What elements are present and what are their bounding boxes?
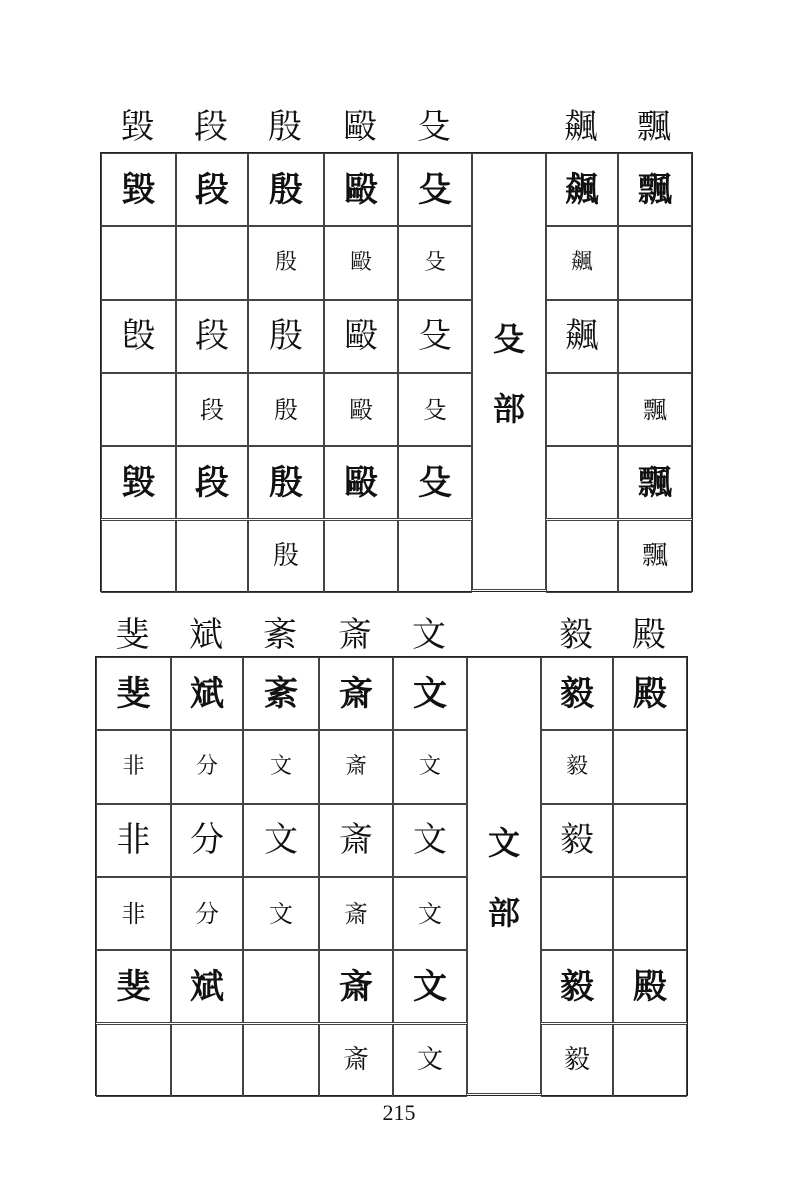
bottom-glyph-cell <box>243 730 319 803</box>
bottom-glyph-cell <box>243 804 319 877</box>
top-glyph-cell <box>176 226 248 299</box>
glyph-form: 毆 <box>344 169 378 210</box>
glyph-form: 飄 <box>638 462 672 503</box>
glyph-form: 段 <box>195 316 229 357</box>
bottom-glyph-cell <box>171 730 243 803</box>
top-glyph-cell <box>248 446 324 519</box>
glyph-form: 斎 <box>339 820 373 861</box>
bottom-glyph-cell <box>243 657 319 730</box>
bottom-glyph-cell <box>541 950 613 1023</box>
top-glyph-cell <box>248 520 324 593</box>
top-header-row <box>100 100 692 155</box>
glyph-form: 分 <box>195 753 218 779</box>
top-header-char: 毆 <box>343 107 377 147</box>
bottom-glyph-cell <box>96 804 171 877</box>
glyph-form: 斐 <box>116 673 151 714</box>
bottom-glyph-cell <box>171 657 243 730</box>
top-glyph-cell <box>248 153 324 226</box>
top-glyph-cell <box>618 226 692 299</box>
glyph-form: 段 <box>195 169 229 210</box>
glyph-form: 文 <box>413 820 447 861</box>
glyph-form: 飄 <box>643 395 667 424</box>
glyph-form: 殳 <box>423 249 446 275</box>
bottom-table <box>95 656 688 1096</box>
glyph-form: 毅 <box>560 966 594 1007</box>
top-header-char: 殷 <box>268 107 302 147</box>
glyph-form: 毆 <box>344 462 378 503</box>
glyph-form: 毆 <box>349 395 373 424</box>
bottom-radical-cell <box>467 657 541 1094</box>
top-glyph-cell <box>618 153 692 226</box>
top-glyph-cell <box>324 373 398 446</box>
bottom-glyph-cell <box>613 950 687 1023</box>
glyph-form: 文 <box>418 753 441 779</box>
bottom-glyph-cell <box>96 950 171 1023</box>
bottom-glyph-cell <box>171 804 243 877</box>
glyph-form: 𣪘 <box>121 316 156 357</box>
bottom-header-char: 毅 <box>559 615 593 655</box>
glyph-form: 殷 <box>272 541 299 572</box>
bottom-header-row <box>100 608 692 663</box>
top-glyph-cell <box>546 300 618 373</box>
top-table <box>100 152 693 592</box>
bottom-glyph-cell <box>541 1024 613 1097</box>
bottom-header-char: 斎 <box>338 615 372 655</box>
glyph-form: 殳 <box>423 395 447 424</box>
glyph-form: 分 <box>195 899 219 928</box>
glyph-form: 分 <box>190 820 224 861</box>
top-glyph-cell <box>176 300 248 373</box>
top-glyph-cell <box>398 300 472 373</box>
top-glyph-cell <box>398 153 472 226</box>
glyph-form: 段 <box>200 395 224 424</box>
glyph-form: 殳 <box>418 169 452 210</box>
glyph-form: 毅 <box>563 1045 590 1076</box>
bottom-glyph-cell <box>541 877 613 950</box>
top-glyph-cell <box>324 300 398 373</box>
top-glyph-cell <box>398 373 472 446</box>
top-glyph-cell <box>618 300 692 373</box>
bottom-glyph-cell <box>319 804 393 877</box>
top-glyph-cell <box>618 520 692 593</box>
glyph-form: 斌 <box>190 673 224 714</box>
bottom-glyph-cell <box>613 877 687 950</box>
bottom-glyph-cell <box>393 1024 467 1097</box>
glyph-form: 非 <box>122 753 145 779</box>
bottom-glyph-cell <box>319 950 393 1023</box>
top-glyph-cell <box>248 300 324 373</box>
top-glyph-cell <box>546 446 618 519</box>
top-glyph-cell <box>398 226 472 299</box>
bottom-glyph-cell <box>541 804 613 877</box>
glyph-form: 毅 <box>565 753 588 779</box>
top-radical-cell <box>472 153 546 590</box>
bottom-glyph-cell <box>243 1024 319 1097</box>
bottom-glyph-cell <box>393 950 467 1023</box>
glyph-form: 非 <box>116 820 151 861</box>
bottom-header-char: 斌 <box>189 615 223 655</box>
bottom-glyph-cell <box>319 657 393 730</box>
glyph-form: 毅 <box>560 673 594 714</box>
bottom-header-char: 紊 <box>263 615 297 655</box>
glyph-form: 殷 <box>269 169 303 210</box>
bottom-header-char: 殿 <box>632 615 666 655</box>
top-glyph-cell <box>546 520 618 593</box>
bottom-glyph-cell <box>319 730 393 803</box>
top-glyph-cell <box>101 300 176 373</box>
glyph-form: 飆 <box>570 249 593 275</box>
glyph-form: 殳 <box>418 462 452 503</box>
top-glyph-cell <box>618 373 692 446</box>
bottom-glyph-cell <box>541 730 613 803</box>
top-glyph-cell <box>546 226 618 299</box>
radical-char: 文 <box>487 823 520 862</box>
glyph-form: 殷 <box>274 395 298 424</box>
page-number: 215 <box>382 1100 416 1125</box>
top-header-char: 毀 <box>120 107 155 147</box>
top-header-char: 飆 <box>564 107 598 147</box>
glyph-form: 飆 <box>565 169 599 210</box>
bottom-glyph-cell <box>613 804 687 877</box>
bottom-glyph-cell <box>613 1024 687 1097</box>
bottom-glyph-cell <box>96 877 171 950</box>
bottom-radical-label <box>488 818 520 934</box>
glyph-form: 文 <box>416 1045 443 1076</box>
top-glyph-cell <box>324 520 398 593</box>
glyph-form: 飄 <box>641 541 668 572</box>
glyph-form: 斎 <box>342 1045 369 1076</box>
top-radical-label <box>493 314 525 430</box>
glyph-form: 毅 <box>560 820 594 861</box>
top-glyph-cell <box>546 153 618 226</box>
radical-char: 部 <box>492 389 525 428</box>
top-header-char: 段 <box>194 107 228 147</box>
glyph-form: 文 <box>413 966 447 1007</box>
top-glyph-cell <box>176 520 248 593</box>
glyph-form: 殿 <box>633 673 667 714</box>
glyph-form: 飄 <box>638 169 672 210</box>
glyph-form: 毀 <box>121 169 156 210</box>
bottom-glyph-cell <box>171 877 243 950</box>
bottom-glyph-cell <box>171 950 243 1023</box>
top-glyph-cell <box>176 153 248 226</box>
bottom-glyph-cell <box>171 1024 243 1097</box>
bottom-glyph-cell <box>243 877 319 950</box>
top-header-char: 飄 <box>637 107 671 147</box>
top-glyph-cell <box>101 373 176 446</box>
glyph-form: 斎 <box>339 673 373 714</box>
top-glyph-cell <box>324 446 398 519</box>
glyph-form: 文 <box>413 673 447 714</box>
glyph-form: 斎 <box>339 966 373 1007</box>
glyph-form: 殷 <box>274 249 297 275</box>
glyph-form: 段 <box>195 462 229 503</box>
glyph-form: 斌 <box>190 966 224 1007</box>
glyph-form: 斐 <box>116 966 151 1007</box>
bottom-glyph-cell <box>393 877 467 950</box>
top-glyph-cell <box>176 373 248 446</box>
glyph-form: 斎 <box>344 753 367 779</box>
glyph-form: 殷 <box>269 316 303 357</box>
top-glyph-cell <box>101 446 176 519</box>
bottom-header-char: 斐 <box>115 615 150 655</box>
top-glyph-cell <box>101 153 176 226</box>
bottom-header-char: 文 <box>412 615 446 655</box>
glyph-form: 殿 <box>633 966 667 1007</box>
top-glyph-cell <box>101 226 176 299</box>
bottom-glyph-cell <box>393 804 467 877</box>
top-glyph-cell <box>546 373 618 446</box>
glyph-form: 非 <box>121 899 146 928</box>
top-glyph-cell <box>398 520 472 593</box>
top-glyph-cell <box>101 520 176 593</box>
glyph-form: 紊 <box>264 673 298 714</box>
top-glyph-cell <box>248 226 324 299</box>
bottom-glyph-cell <box>96 1024 171 1097</box>
top-glyph-cell <box>398 446 472 519</box>
glyph-form: 文 <box>418 899 442 928</box>
glyph-form: 毀 <box>121 462 156 503</box>
glyph-form: 毆 <box>349 249 372 275</box>
bottom-glyph-cell <box>393 657 467 730</box>
radical-char: 殳 <box>492 319 525 358</box>
top-glyph-cell <box>324 153 398 226</box>
glyph-form: 殳 <box>418 316 452 357</box>
bottom-glyph-cell <box>319 1024 393 1097</box>
top-glyph-cell <box>618 446 692 519</box>
bottom-glyph-cell <box>96 730 171 803</box>
glyph-form: 毆 <box>344 316 378 357</box>
bottom-glyph-cell <box>393 730 467 803</box>
glyph-form: 文 <box>269 753 292 779</box>
top-header-char: 殳 <box>417 107 451 147</box>
top-glyph-cell <box>248 373 324 446</box>
bottom-glyph-cell <box>96 657 171 730</box>
bottom-glyph-cell <box>541 657 613 730</box>
top-glyph-cell <box>176 446 248 519</box>
bottom-glyph-cell <box>613 730 687 803</box>
glyph-form: 飆 <box>565 316 599 357</box>
radical-char: 部 <box>487 893 520 932</box>
glyph-form: 文 <box>269 899 293 928</box>
glyph-form: 文 <box>264 820 298 861</box>
glyph-form: 殷 <box>269 462 303 503</box>
bottom-glyph-cell <box>319 877 393 950</box>
bottom-glyph-cell <box>613 657 687 730</box>
top-glyph-cell <box>324 226 398 299</box>
bottom-glyph-cell <box>243 950 319 1023</box>
glyph-form: 斎 <box>344 899 368 928</box>
